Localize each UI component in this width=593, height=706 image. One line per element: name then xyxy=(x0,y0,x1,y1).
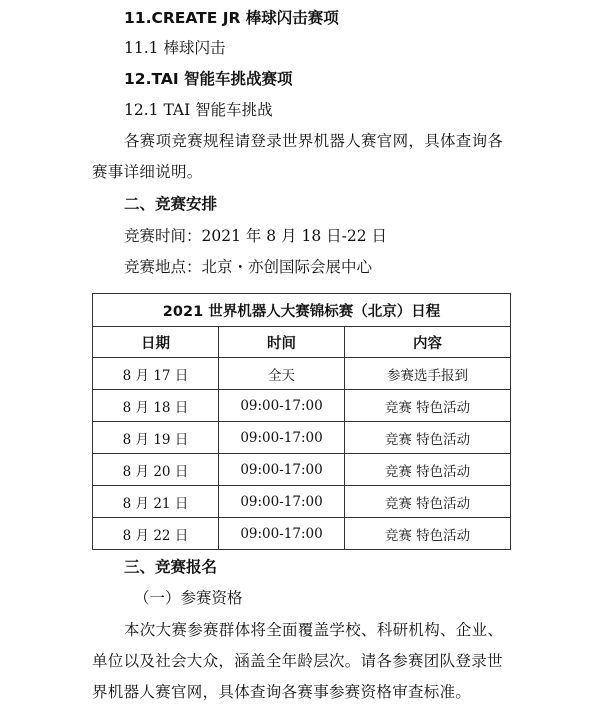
cell-date: 8 月 20 日 xyxy=(93,454,219,486)
table-row xyxy=(93,422,511,454)
registration-heading: 三、竞赛报名 xyxy=(124,558,218,576)
cell-content: 参赛选手报到 xyxy=(345,358,511,390)
cell-date: 8 月 19 日 xyxy=(93,422,219,454)
schedule-title: 2021 世界机器人大赛锦标赛（北京）日程 xyxy=(93,294,511,327)
cell-content: 竞赛 特色活动 xyxy=(345,486,511,518)
section-12-item: 12.1 TAI 智能车挑战 xyxy=(124,101,273,119)
cell-time: 09:00-17:00 xyxy=(219,486,345,518)
table-row xyxy=(93,486,511,518)
table-row xyxy=(93,358,511,390)
cell-date: 8 月 22 日 xyxy=(93,518,219,550)
cell-time: 09:00-17:00 xyxy=(219,518,345,550)
eligibility-line-3: 界机器人赛官网，具体查询各赛事参赛资格审查标准。 xyxy=(92,683,472,701)
cell-content: 竞赛 特色活动 xyxy=(345,390,511,422)
cell-content: 竞赛 特色活动 xyxy=(345,518,511,550)
cell-content: 竞赛 特色活动 xyxy=(345,454,511,486)
column-header-date: 日期 xyxy=(93,327,219,358)
rules-note-line-1: 各赛项竞赛规程请登录世界机器人赛官网，具体查询各 xyxy=(124,132,504,150)
rules-note-line-2: 赛事详细说明。 xyxy=(92,163,203,181)
column-header-time: 时间 xyxy=(219,327,345,358)
cell-time: 全天 xyxy=(219,358,345,390)
cell-time: 09:00-17:00 xyxy=(219,390,345,422)
section-11-item: 11.1 棒球闪击 xyxy=(124,39,226,57)
table-header-row xyxy=(93,327,511,358)
schedule-table xyxy=(92,293,511,550)
arrangement-heading: 二、竞赛安排 xyxy=(124,195,218,213)
competition-time: 竞赛时间：2021 年 8 月 18 日-22 日 xyxy=(124,227,388,245)
cell-time: 09:00-17:00 xyxy=(219,454,345,486)
table-row xyxy=(93,454,511,486)
eligibility-line-2: 单位以及社会大众，涵盖全年龄层次。请各参赛团队登录世 xyxy=(92,652,503,670)
cell-date: 8 月 21 日 xyxy=(93,486,219,518)
table-row xyxy=(93,518,511,550)
cell-date: 8 月 17 日 xyxy=(93,358,219,390)
table-row xyxy=(93,390,511,422)
cell-time: 09:00-17:00 xyxy=(219,422,345,454)
section-11-heading: 11.CREATE JR 棒球闪击赛项 xyxy=(124,9,339,27)
section-12-heading: 12.TAI 智能车挑战赛项 xyxy=(124,70,293,88)
cell-date: 8 月 18 日 xyxy=(93,390,219,422)
eligibility-line-1: 本次大赛参赛群体将全面覆盖学校、科研机构、企业、 xyxy=(124,621,504,639)
cell-content: 竞赛 特色活动 xyxy=(345,422,511,454)
eligibility-subheading: （一）参赛资格 xyxy=(134,589,243,607)
column-header-content: 内容 xyxy=(345,327,511,358)
competition-place: 竞赛地点：北京・亦创国际会展中心 xyxy=(124,258,373,276)
